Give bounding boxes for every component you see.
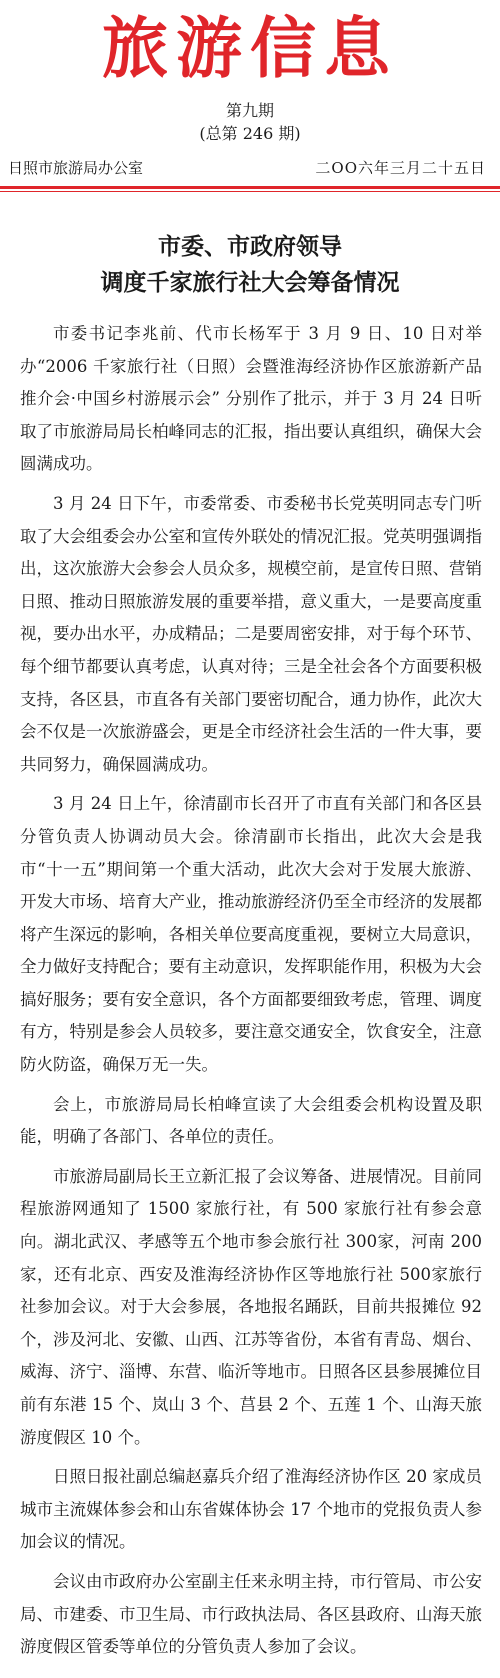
- publisher: 日照市旅游局办公室: [8, 159, 144, 177]
- header-divider-thick: [0, 186, 500, 189]
- paragraph: 市旅游局副局长王立新汇报了会议筹备、进展情况。目前同程旅游网通知了 1500 家旅行社，有 500 家旅行社有参会意向。湖北武汉、孝感等五个地市参会旅行社 300家，河南 200家，还有北京、西安及淮海经济协作区等地旅行社 500家旅行社参加会议。对于大会参展，各地报名踊跃，目前共报摊位 92 个，涉及河北、安徽、山西、江苏等省份，本省有青岛、烟台、威海、济宁、淄博、东营、临沂等地市。日照各区县参展摊位目前有东港 15 个、岚山 3 个、莒县 2 个、五莲 1 个、山海天旅游度假区 10 个。: [20, 1166, 482, 1447]
- issue-total: (总第 246 期): [199, 124, 301, 143]
- issue-number: 第九期: [225, 101, 274, 120]
- publish-date: 二OO六年三月二十五日: [315, 159, 486, 177]
- paragraph: 3 月 24 日下午，市委常委、市委秘书长党英明同志专门听取了大会组委会办公室和宣传外联处的情况汇报。党英明强调指出，这次旅游大会参会人员众多，规模空前，是宣传日照、营销日照、推动日照旅游发展的重要举措，意义重大，一是要高度重视，要办出水平，办成精品；二是要周密安排，对于每个环节、每个细节都要认真考虑，认真对待；三是全社会各个方面要积极支持，各区县，市直各有关部门要密切配合，通力协作，此次大会不仅是一次旅游盛会，更是全市经济社会生活的一件大事，要共同努力，确保圆满成功。: [20, 493, 482, 774]
- masthead: [0, 8, 500, 88]
- paragraph: 会议由市政府办公室副主任来永明主持，市行管局、市公安局、市建委、市卫生局、市行政执法局、各区县政府、山海天旅游度假区管委等单位的分管负责人参加了会议。: [20, 1571, 482, 1657]
- paragraph: 3 月 24 日上午，徐清副市长召开了市直有关部门和各区县分管负责人协调动员大会。徐清副市长指出，此次大会是我市“十一五”期间第一个重大活动，此次大会对于发展大旅游、开发大市场、培育大产业，推动旅游经济仍至全市经济的发展都将产生深远的影响，各相关单位要高度重视，要树立大局意识，全力做好支持配合；要有主动意识，发挥职能作用，积极为大会搞好服务；要有安全意识，各个方面都要细致考虑，管理、调度有方，特别是参会人员较多，要注意交通安全，饮食安全，注意防火防盗，确保万无一失。: [20, 794, 482, 1075]
- masthead-title: 旅游信息: [102, 9, 398, 87]
- header-divider-thin: [0, 191, 500, 192]
- article-body: [20, 318, 482, 1671]
- headline-line-2: 调度千家旅行社大会筹备情况: [100, 269, 400, 296]
- paragraph: 日照日报社副总编赵嘉兵介绍了淮海经济协作区 20 家成员城市主流媒体参会和山东省媒体协会 17 个地市的党报负责人参加会议的情况。: [20, 1467, 482, 1552]
- meta-row: [8, 157, 492, 179]
- paragraph: 市委书记李兆前、代市长杨军于 3 月 9 日、10 日对举办“2006 千家旅行社（日照）会暨淮海经济协作区旅游新产品推介会·中国乡村游展示会” 分别作了批示，并于 3 月 24 日听取了市旅游局局长柏峰同志的汇报，指出要认真组织，确保大会圆满成功。: [20, 324, 482, 474]
- headline-line-1: 市委、市政府领导: [158, 233, 342, 260]
- paragraph: 会上，市旅游局局长柏峰宣读了大会组委会机构设置及职能，明确了各部门、各单位的责任。: [20, 1094, 482, 1147]
